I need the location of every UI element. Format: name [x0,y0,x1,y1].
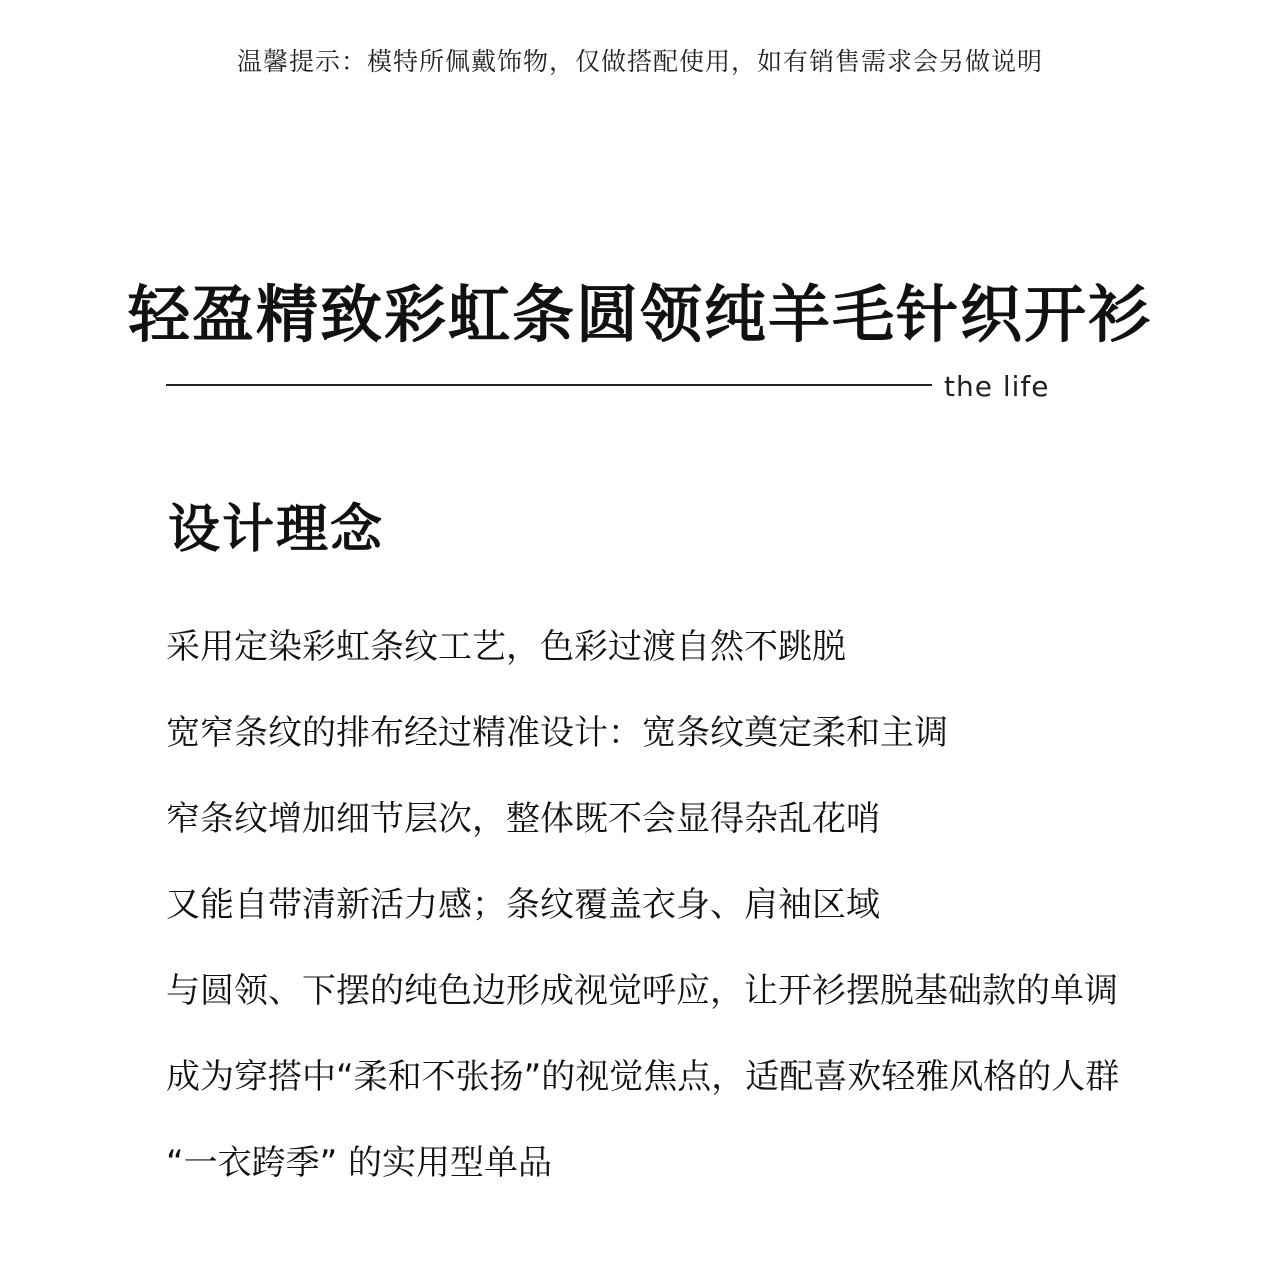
description-line: 采用定染彩虹条纹工艺，色彩过渡自然不跳脱 [166,627,846,667]
description-line: 窄条纹增加细节层次，整体既不会显得杂乱花哨 [166,799,880,839]
divider-tagline: the life [944,370,1050,403]
description-line: 成为穿搭中“柔和不张扬”的视觉焦点，适配喜欢轻雅风格的人群 [166,1057,1120,1097]
description-line: 宽窄条纹的排布经过精准设计：宽条纹奠定柔和主调 [166,713,948,753]
description-line: 又能自带清新活力感；条纹覆盖衣身、肩袖区域 [166,885,880,925]
notice-text: 温馨提示：模特所佩戴饰物，仅做搭配使用，如有销售需求会另做说明 [236,47,1043,76]
description-line: 与圆领、下摆的纯色边形成视觉呼应，让开衫摆脱基础款的单调 [166,971,1118,1011]
title-divider [166,384,932,386]
section-heading: 设计理念 [168,500,385,560]
description-line: “一衣跨季” 的实用型单品 [166,1143,553,1183]
page-title: 轻盈精致彩虹条圆领纯羊毛针织开衫 [127,278,1152,351]
design-description [166,620,1276,1222]
